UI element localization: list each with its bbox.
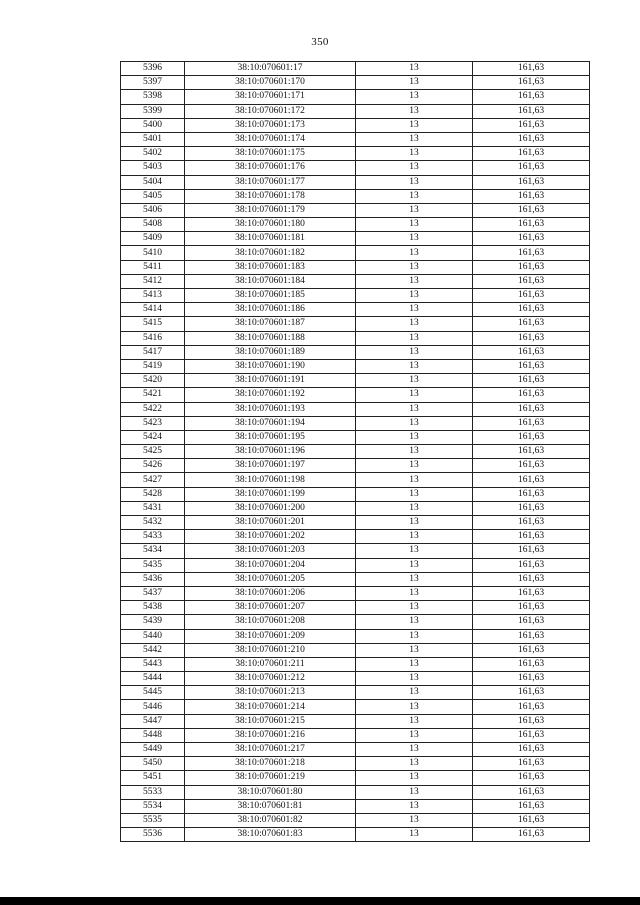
row-number-cell: 5396 [121,62,185,76]
cadastral-number-cell: 38:10:070601:175 [185,147,356,161]
cadastral-number-cell: 38:10:070601:83 [185,828,356,842]
count-cell: 13 [356,459,473,473]
table-row [121,317,590,331]
cadastral-number-cell: 38:10:070601:180 [185,218,356,232]
value-cell: 161,63 [473,700,590,714]
table-row [121,118,590,132]
cadastral-number-cell: 38:10:070601:196 [185,445,356,459]
row-number-cell: 5424 [121,430,185,444]
table-row [121,90,590,104]
value-cell: 161,63 [473,473,590,487]
value-cell: 161,63 [473,374,590,388]
table-row [121,544,590,558]
cadastral-number-cell: 38:10:070601:177 [185,175,356,189]
cadastral-number-cell: 38:10:070601:186 [185,303,356,317]
cadastral-number-cell: 38:10:070601:179 [185,203,356,217]
cadastral-number-cell: 38:10:070601:172 [185,104,356,118]
row-number-cell: 5449 [121,743,185,757]
value-cell: 161,63 [473,672,590,686]
row-number-cell: 5427 [121,473,185,487]
count-cell: 13 [356,374,473,388]
count-cell: 13 [356,601,473,615]
table-row [121,686,590,700]
table-row [121,459,590,473]
value-cell: 161,63 [473,104,590,118]
count-cell: 13 [356,700,473,714]
value-cell: 161,63 [473,203,590,217]
value-cell: 161,63 [473,260,590,274]
value-cell: 161,63 [473,76,590,90]
value-cell: 161,63 [473,657,590,671]
value-cell: 161,63 [473,785,590,799]
table-row [121,203,590,217]
row-number-cell: 5534 [121,799,185,813]
scan-bottom-edge [0,897,640,905]
value-cell: 161,63 [473,402,590,416]
cadastral-number-cell: 38:10:070601:203 [185,544,356,558]
table-row [121,586,590,600]
value-cell: 161,63 [473,147,590,161]
value-cell: 161,63 [473,445,590,459]
value-cell: 161,63 [473,586,590,600]
cadastral-number-cell: 38:10:070601:209 [185,629,356,643]
count-cell: 13 [356,586,473,600]
table-row [121,147,590,161]
cadastral-number-cell: 38:10:070601:211 [185,657,356,671]
row-number-cell: 5398 [121,90,185,104]
count-cell: 13 [356,147,473,161]
count-cell: 13 [356,728,473,742]
count-cell: 13 [356,828,473,842]
count-cell: 13 [356,289,473,303]
row-number-cell: 5442 [121,643,185,657]
value-cell: 161,63 [473,459,590,473]
table-row [121,274,590,288]
cadastral-number-cell: 38:10:070601:174 [185,132,356,146]
table-body [121,62,590,842]
cadastral-number-cell: 38:10:070601:195 [185,430,356,444]
cadastral-number-cell: 38:10:070601:197 [185,459,356,473]
row-number-cell: 5420 [121,374,185,388]
row-number-cell: 5422 [121,402,185,416]
count-cell: 13 [356,686,473,700]
value-cell: 161,63 [473,743,590,757]
value-cell: 161,63 [473,246,590,260]
cadastral-number-cell: 38:10:070601:182 [185,246,356,260]
cadastral-number-cell: 38:10:070601:198 [185,473,356,487]
row-number-cell: 5423 [121,416,185,430]
cadastral-number-cell: 38:10:070601:194 [185,416,356,430]
value-cell: 161,63 [473,274,590,288]
cadastral-number-cell: 38:10:070601:205 [185,572,356,586]
count-cell: 13 [356,76,473,90]
value-cell: 161,63 [473,813,590,827]
count-cell: 13 [356,743,473,757]
cadastral-number-cell: 38:10:070601:171 [185,90,356,104]
row-number-cell: 5535 [121,813,185,827]
row-number-cell: 5413 [121,289,185,303]
row-number-cell: 5450 [121,757,185,771]
value-cell: 161,63 [473,388,590,402]
value-cell: 161,63 [473,771,590,785]
count-cell: 13 [356,615,473,629]
cadastral-number-cell: 38:10:070601:213 [185,686,356,700]
cadastral-number-cell: 38:10:070601:212 [185,672,356,686]
cadastral-number-cell: 38:10:070601:215 [185,714,356,728]
table-row [121,359,590,373]
table-row [121,345,590,359]
row-number-cell: 5415 [121,317,185,331]
row-number-cell: 5412 [121,274,185,288]
count-cell: 13 [356,232,473,246]
count-cell: 13 [356,813,473,827]
table-row [121,416,590,430]
table-row [121,218,590,232]
row-number-cell: 5448 [121,728,185,742]
value-cell: 161,63 [473,359,590,373]
row-number-cell: 5408 [121,218,185,232]
table-row [121,189,590,203]
row-number-cell: 5421 [121,388,185,402]
table-row [121,558,590,572]
cadastral-number-cell: 38:10:070601:176 [185,161,356,175]
cadastral-number-cell: 38:10:070601:191 [185,374,356,388]
cadastral-number-cell: 38:10:070601:185 [185,289,356,303]
cadastral-number-cell: 38:10:070601:190 [185,359,356,373]
value-cell: 161,63 [473,232,590,246]
cadastral-number-cell: 38:10:070601:206 [185,586,356,600]
row-number-cell: 5402 [121,147,185,161]
cadastral-number-cell: 38:10:070601:81 [185,799,356,813]
count-cell: 13 [356,132,473,146]
table-row [121,601,590,615]
table-row [121,828,590,842]
count-cell: 13 [356,317,473,331]
count-cell: 13 [356,657,473,671]
count-cell: 13 [356,516,473,530]
value-cell: 161,63 [473,686,590,700]
row-number-cell: 5403 [121,161,185,175]
row-number-cell: 5445 [121,686,185,700]
value-cell: 161,63 [473,303,590,317]
count-cell: 13 [356,473,473,487]
cadastral-number-cell: 38:10:070601:82 [185,813,356,827]
row-number-cell: 5438 [121,601,185,615]
row-number-cell: 5405 [121,189,185,203]
row-number-cell: 5432 [121,516,185,530]
row-number-cell: 5410 [121,246,185,260]
row-number-cell: 5447 [121,714,185,728]
cadastral-number-cell: 38:10:070601:204 [185,558,356,572]
value-cell: 161,63 [473,501,590,515]
table-row [121,530,590,544]
value-cell: 161,63 [473,615,590,629]
value-cell: 161,63 [473,530,590,544]
value-cell: 161,63 [473,572,590,586]
count-cell: 13 [356,161,473,175]
cadastral-number-cell: 38:10:070601:200 [185,501,356,515]
count-cell: 13 [356,104,473,118]
row-number-cell: 5404 [121,175,185,189]
table-row [121,62,590,76]
row-number-cell: 5416 [121,331,185,345]
value-cell: 161,63 [473,331,590,345]
value-cell: 161,63 [473,62,590,76]
table-row [121,260,590,274]
value-cell: 161,63 [473,317,590,331]
count-cell: 13 [356,118,473,132]
cadastral-number-cell: 38:10:070601:80 [185,785,356,799]
value-cell: 161,63 [473,218,590,232]
table-row [121,331,590,345]
value-cell: 161,63 [473,643,590,657]
cadastral-number-cell: 38:10:070601:188 [185,331,356,345]
table-row [121,757,590,771]
row-number-cell: 5436 [121,572,185,586]
table-row [121,132,590,146]
table-row [121,785,590,799]
count-cell: 13 [356,359,473,373]
count-cell: 13 [356,175,473,189]
count-cell: 13 [356,558,473,572]
cadastral-number-cell: 38:10:070601:184 [185,274,356,288]
count-cell: 13 [356,331,473,345]
cadastral-number-cell: 38:10:070601:192 [185,388,356,402]
table-row [121,161,590,175]
row-number-cell: 5434 [121,544,185,558]
table-row [121,516,590,530]
cadastral-number-cell: 38:10:070601:17 [185,62,356,76]
page-number: 350 [311,36,329,48]
count-cell: 13 [356,501,473,515]
count-cell: 13 [356,430,473,444]
table-row [121,246,590,260]
count-cell: 13 [356,260,473,274]
table-row [121,473,590,487]
table-row [121,615,590,629]
cadastral-number-cell: 38:10:070601:181 [185,232,356,246]
cadastral-number-cell: 38:10:070601:193 [185,402,356,416]
value-cell: 161,63 [473,345,590,359]
row-number-cell: 5431 [121,501,185,515]
count-cell: 13 [356,799,473,813]
row-number-cell: 5433 [121,530,185,544]
count-cell: 13 [356,771,473,785]
table-row [121,289,590,303]
count-cell: 13 [356,345,473,359]
count-cell: 13 [356,714,473,728]
row-number-cell: 5425 [121,445,185,459]
row-number-cell: 5439 [121,615,185,629]
value-cell: 161,63 [473,175,590,189]
row-number-cell: 5406 [121,203,185,217]
count-cell: 13 [356,445,473,459]
row-number-cell: 5400 [121,118,185,132]
cadastral-number-cell: 38:10:070601:178 [185,189,356,203]
table-row [121,104,590,118]
row-number-cell: 5435 [121,558,185,572]
count-cell: 13 [356,672,473,686]
value-cell: 161,63 [473,516,590,530]
cadastral-number-cell: 38:10:070601:210 [185,643,356,657]
cadastral-number-cell: 38:10:070601:219 [185,771,356,785]
table-row [121,232,590,246]
cadastral-number-cell: 38:10:070601:187 [185,317,356,331]
value-cell: 161,63 [473,544,590,558]
table-row [121,700,590,714]
value-cell: 161,63 [473,90,590,104]
table-row [121,643,590,657]
value-cell: 161,63 [473,799,590,813]
row-number-cell: 5437 [121,586,185,600]
count-cell: 13 [356,487,473,501]
row-number-cell: 5409 [121,232,185,246]
cadastral-number-cell: 38:10:070601:214 [185,700,356,714]
cadastral-number-cell: 38:10:070601:207 [185,601,356,615]
value-cell: 161,63 [473,430,590,444]
value-cell: 161,63 [473,132,590,146]
row-number-cell: 5440 [121,629,185,643]
count-cell: 13 [356,629,473,643]
table-row [121,629,590,643]
count-cell: 13 [356,530,473,544]
count-cell: 13 [356,643,473,657]
count-cell: 13 [356,572,473,586]
cadastral-number-cell: 38:10:070601:199 [185,487,356,501]
value-cell: 161,63 [473,757,590,771]
row-number-cell: 5411 [121,260,185,274]
table-row [121,374,590,388]
count-cell: 13 [356,90,473,104]
cadastral-number-cell: 38:10:070601:173 [185,118,356,132]
value-cell: 161,63 [473,601,590,615]
row-number-cell: 5444 [121,672,185,686]
cadastral-number-cell: 38:10:070601:208 [185,615,356,629]
value-cell: 161,63 [473,714,590,728]
table-row [121,714,590,728]
row-number-cell: 5414 [121,303,185,317]
count-cell: 13 [356,303,473,317]
count-cell: 13 [356,544,473,558]
cadastral-number-cell: 38:10:070601:216 [185,728,356,742]
table-row [121,175,590,189]
row-number-cell: 5401 [121,132,185,146]
count-cell: 13 [356,416,473,430]
count-cell: 13 [356,203,473,217]
table-row [121,445,590,459]
table-row [121,728,590,742]
table-row [121,76,590,90]
row-number-cell: 5399 [121,104,185,118]
count-cell: 13 [356,62,473,76]
cadastral-number-cell: 38:10:070601:201 [185,516,356,530]
table-row [121,813,590,827]
table-row [121,303,590,317]
count-cell: 13 [356,189,473,203]
row-number-cell: 5443 [121,657,185,671]
value-cell: 161,63 [473,558,590,572]
value-cell: 161,63 [473,161,590,175]
value-cell: 161,63 [473,629,590,643]
table-row [121,388,590,402]
value-cell: 161,63 [473,189,590,203]
count-cell: 13 [356,388,473,402]
cadastral-number-cell: 38:10:070601:217 [185,743,356,757]
table-row [121,743,590,757]
table-row [121,799,590,813]
row-number-cell: 5428 [121,487,185,501]
row-number-cell: 5419 [121,359,185,373]
row-number-cell: 5397 [121,76,185,90]
table-row [121,501,590,515]
table-row [121,771,590,785]
value-cell: 161,63 [473,118,590,132]
count-cell: 13 [356,274,473,288]
table-row [121,657,590,671]
registry-table [120,61,590,842]
value-cell: 161,63 [473,416,590,430]
cadastral-number-cell: 38:10:070601:202 [185,530,356,544]
table-row [121,402,590,416]
cadastral-number-cell: 38:10:070601:183 [185,260,356,274]
row-number-cell: 5451 [121,771,185,785]
count-cell: 13 [356,757,473,771]
value-cell: 161,63 [473,487,590,501]
table-row [121,430,590,444]
row-number-cell: 5417 [121,345,185,359]
table-row [121,572,590,586]
table-row [121,487,590,501]
cadastral-number-cell: 38:10:070601:170 [185,76,356,90]
row-number-cell: 5533 [121,785,185,799]
count-cell: 13 [356,218,473,232]
cadastral-number-cell: 38:10:070601:218 [185,757,356,771]
count-cell: 13 [356,402,473,416]
value-cell: 161,63 [473,289,590,303]
row-number-cell: 5446 [121,700,185,714]
count-cell: 13 [356,785,473,799]
row-number-cell: 5426 [121,459,185,473]
value-cell: 161,63 [473,728,590,742]
value-cell: 161,63 [473,828,590,842]
count-cell: 13 [356,246,473,260]
row-number-cell: 5536 [121,828,185,842]
table-row [121,672,590,686]
cadastral-number-cell: 38:10:070601:189 [185,345,356,359]
